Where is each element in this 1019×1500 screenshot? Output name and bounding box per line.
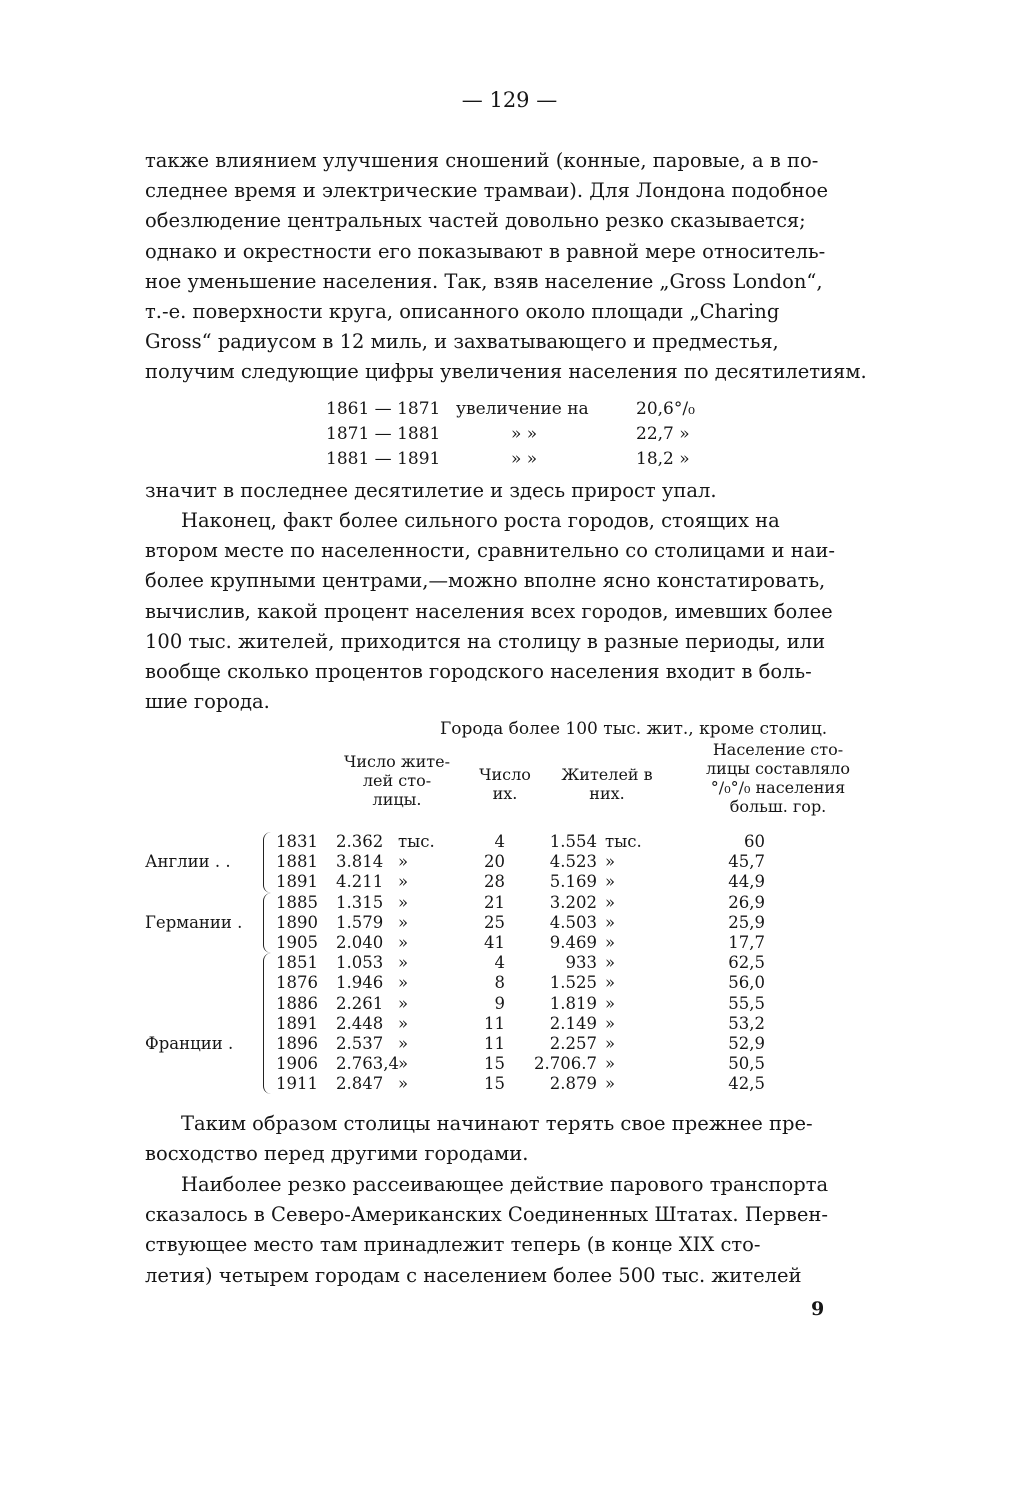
cell-count: 4 (494, 832, 505, 851)
cell-unit: тыс. (398, 832, 435, 851)
text-line: более крупными центрами,—можно вполне ясно констатировать, (145, 569, 826, 593)
table-row (276, 913, 865, 933)
cell-unit: » (605, 852, 616, 872)
header-line: лицы. (372, 790, 422, 809)
text-line: однако и окрестности его показывают в равной мере относитель- (145, 239, 826, 263)
cell-count: 15 (484, 1074, 505, 1094)
growth-row (326, 447, 706, 472)
cell-capital: 2.261 (336, 993, 384, 1013)
cell-share: 55,5 (728, 993, 765, 1013)
cell-capital: 1.946 (336, 973, 384, 993)
table-row (276, 973, 865, 993)
cell-unit: » (398, 912, 409, 932)
cell-residents: 4.503 (549, 912, 597, 932)
group-rows (276, 953, 865, 1094)
cell-unit: » (605, 932, 616, 952)
table-row (276, 1034, 865, 1054)
cell-capital: 2.763,4 (336, 1054, 399, 1074)
header-line: лей сто- (362, 771, 432, 790)
growth-label: увеличение на (456, 399, 589, 419)
header-line: Население сто- (712, 740, 844, 759)
country-label: Германии . (145, 912, 243, 932)
cell-capital: 4.211 (336, 872, 384, 892)
cell-year: 1891 (276, 872, 318, 892)
table-row (276, 832, 865, 852)
cell-residents: 933 (565, 953, 597, 973)
growth-value: 20,6°/₀ (636, 399, 695, 419)
cell-share: 53,2 (728, 1013, 765, 1033)
text-line: т.-е. поверхности круга, описанного около площади „Charing (145, 300, 780, 324)
cell-residents: 2.257 (549, 1033, 597, 1053)
table-row (276, 1074, 865, 1094)
cell-residents: 4.523 (549, 852, 597, 872)
text-line: обезлюдение центральных частей довольно резко сказывается; (145, 209, 806, 233)
cell-count: 11 (484, 1033, 505, 1053)
header-count (470, 765, 540, 803)
cell-capital: 2.040 (336, 932, 384, 952)
cell-share: 45,7 (728, 852, 765, 872)
text-line: ствующее место там принадлежит теперь (в конце XIX сто- (145, 1233, 761, 1257)
text-line: вообще сколько процентов городского населения входит в боль- (145, 660, 812, 684)
paragraph-london (145, 146, 873, 388)
cell-capital: 2.362 (336, 832, 384, 851)
text-line: шие города. (145, 690, 270, 714)
cell-share: 42,5 (728, 1074, 765, 1094)
cell-unit: тыс. (605, 832, 642, 851)
cell-residents: 2.879 (549, 1074, 597, 1094)
cell-residents: 5.169 (549, 872, 597, 892)
country-label: Англии . . (145, 852, 231, 871)
data-table (145, 832, 865, 1094)
cell-count: 41 (484, 932, 505, 952)
text-line: 100 тыс. жителей, приходится на столицу в разные периоды, или (145, 629, 826, 653)
cell-share: 62,5 (728, 953, 765, 973)
country-group (145, 832, 865, 893)
cell-year: 1881 (276, 852, 318, 872)
text-line: втором месте по населенности, сравнительно со столицами и наи- (145, 539, 835, 563)
cell-share: 60 (744, 832, 765, 851)
page-number: — 129 — (461, 88, 558, 112)
growth-label: » » (511, 424, 538, 444)
group-rows (276, 832, 865, 893)
cell-unit: » (605, 953, 616, 973)
cell-unit: » (398, 1074, 409, 1094)
cell-share: 17,7 (728, 932, 765, 952)
cell-year: 1891 (276, 1013, 318, 1033)
country-cell (145, 893, 260, 954)
cell-unit: » (398, 852, 409, 872)
cell-unit: » (605, 993, 616, 1013)
cell-count: 28 (484, 872, 505, 892)
cell-year: 1906 (276, 1054, 318, 1074)
cell-capital: 3.814 (336, 852, 384, 872)
cell-capital: 2.448 (336, 1013, 384, 1033)
growth-label: » » (511, 449, 538, 469)
cell-residents: 2.149 (549, 1013, 597, 1033)
cell-count: 21 (484, 892, 505, 912)
cell-unit: » (398, 1054, 409, 1074)
cell-residents: 1.819 (549, 993, 597, 1013)
text-line: восходство перед другими городами. (145, 1142, 529, 1166)
header-line: Жителей в (561, 765, 653, 784)
growth-row (326, 422, 706, 447)
cell-unit: » (398, 1013, 409, 1033)
cell-residents: 3.202 (549, 892, 597, 912)
table-title: Города более 100 тыс. жит., кроме столиц. (440, 719, 828, 739)
cell-unit: » (605, 973, 616, 993)
cell-count: 9 (494, 993, 505, 1013)
cell-share: 44,9 (728, 872, 765, 892)
header-line: их. (492, 784, 518, 803)
table-row (276, 994, 865, 1014)
paragraph-usa (145, 1170, 873, 1291)
text-line: также влиянием улучшения сношений (конные, паровые, а в по- (145, 149, 819, 172)
cell-year: 1851 (276, 953, 318, 973)
cell-count: 11 (484, 1013, 505, 1033)
text-line: сказалось в Северо-Американских Соединенных Штатах. Первен- (145, 1203, 828, 1227)
cell-capital: 2.537 (336, 1033, 384, 1053)
cell-capital: 1.315 (336, 892, 384, 912)
text-line: Gross“ радиусом в 12 миль, и захватывающего и предместья, (145, 330, 779, 354)
cell-unit: » (398, 1033, 409, 1053)
cell-unit: » (605, 1054, 616, 1074)
cell-capital: 1.579 (336, 912, 384, 932)
cell-share: 52,9 (728, 1033, 765, 1053)
cell-share: 25,9 (728, 912, 765, 932)
cell-year: 1831 (276, 832, 318, 851)
signature-mark: 9 (811, 1298, 825, 1320)
brace (263, 832, 274, 893)
cell-year: 1905 (276, 932, 318, 952)
country-group (145, 893, 865, 954)
text-line: ное уменьшение населения. Так, взяв население „Gross London“, (145, 269, 823, 293)
growth-value: 22,7 » (636, 424, 690, 444)
growth-period: 1881 — 1891 (326, 449, 441, 469)
brace (263, 953, 274, 1094)
country-cell (145, 953, 260, 1094)
header-line: лицы составляло (706, 759, 850, 778)
text-line: летия) четырем городам с населением более 500 тыс. жителей (145, 1263, 802, 1287)
cell-count: 15 (484, 1054, 505, 1074)
cell-unit: » (398, 953, 409, 973)
growth-row (326, 397, 706, 422)
cell-count: 25 (484, 912, 505, 932)
text-line: вычислив, какой процент населения всех городов, имевших более (145, 599, 833, 623)
cell-residents: 1.525 (549, 973, 597, 993)
text-line: Таким образом столицы начинают терять свое прежнее пре- (181, 1112, 813, 1135)
text-line: следнее время и электрические трамваи). Для Лондона подобное (145, 179, 829, 203)
header-share (684, 740, 872, 816)
cell-count: 8 (494, 973, 505, 993)
cell-year: 1886 (276, 993, 318, 1013)
header-residents (552, 765, 662, 803)
cell-unit: » (398, 932, 409, 952)
cell-unit: » (398, 973, 409, 993)
group-rows (276, 893, 865, 954)
cell-share: 50,5 (728, 1054, 765, 1074)
table-row (276, 1054, 865, 1074)
cell-count: 20 (484, 852, 505, 872)
text-line: Наконец, факт более сильного роста городов, стоящих на (181, 509, 780, 532)
cell-unit: » (398, 892, 409, 912)
cell-unit: » (605, 892, 616, 912)
cell-year: 1885 (276, 892, 318, 912)
cell-residents: 2.706.7 (534, 1054, 597, 1074)
paragraph-capitals-lose (145, 1109, 873, 1169)
header-line: них. (589, 784, 625, 803)
cell-residents: 9.469 (549, 932, 597, 952)
cell-unit: » (605, 912, 616, 932)
table-row (276, 893, 865, 913)
text-line: Наиболее резко рассеивающее действие парового транспорта (181, 1173, 829, 1196)
cell-unit: » (605, 1033, 616, 1053)
cell-year: 1911 (276, 1074, 318, 1094)
table-row (276, 953, 865, 973)
table-row (276, 933, 865, 953)
header-line: Число жите- (344, 752, 450, 771)
table-row (276, 872, 865, 892)
brace (263, 893, 274, 954)
country-group (145, 953, 865, 1094)
cell-unit: » (398, 993, 409, 1013)
header-line: °/₀°/₀ населения (710, 778, 846, 797)
cell-capital: 2.847 (336, 1074, 384, 1094)
growth-table (326, 397, 706, 472)
cell-unit: » (398, 872, 409, 892)
cell-year: 1890 (276, 912, 318, 932)
header-line: больш. гор. (729, 797, 827, 816)
header-capital (338, 752, 456, 809)
country-cell (145, 832, 260, 893)
growth-period: 1871 — 1881 (326, 424, 441, 444)
cell-residents: 1.554 (549, 832, 597, 851)
cell-year: 1876 (276, 973, 318, 993)
country-label: Франции . (145, 1034, 234, 1054)
cell-share: 56,0 (728, 973, 765, 993)
header-line: Число (479, 765, 531, 784)
table-row (276, 852, 865, 872)
growth-period: 1861 — 1871 (326, 399, 441, 419)
cell-year: 1896 (276, 1033, 318, 1053)
cell-share: 26,9 (728, 892, 765, 912)
paragraph-cities (145, 506, 873, 717)
cell-count: 4 (494, 953, 505, 973)
paragraph-conclusion (145, 476, 873, 506)
growth-value: 18,2 » (636, 449, 690, 469)
cell-capital: 1.053 (336, 953, 384, 973)
text-line: значит в последнее десятилетие и здесь прирост упал. (145, 479, 717, 502)
cell-unit: » (605, 1074, 616, 1094)
table-row (276, 1014, 865, 1034)
cell-unit: » (605, 872, 616, 892)
cell-unit: » (605, 1013, 616, 1033)
text-line: получим следующие цифры увеличения населения по десятилетиям. (145, 360, 867, 384)
